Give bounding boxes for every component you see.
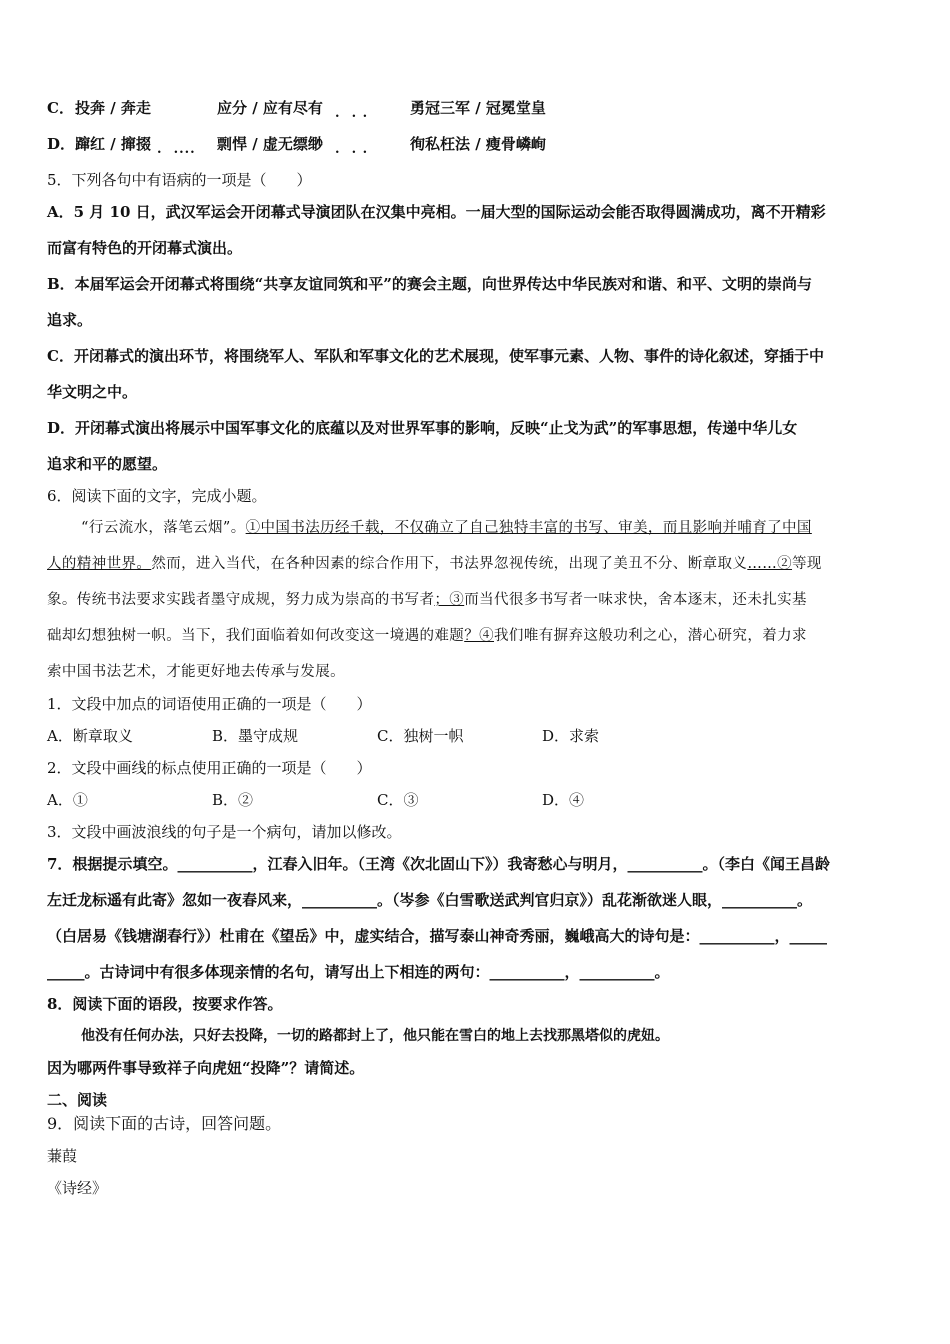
q6-sub1-options [47,724,907,748]
emphasis-dots: . . . [335,106,369,121]
emphasis-dots: . . . [335,142,369,157]
q4-d-label: D． [47,135,76,153]
q6-sub2-option-b: B．② [212,791,254,809]
q6-passage-line1 [47,516,907,540]
passage-text: 象。传统书法要求实践者墨守成规，努力成为崇高的书写者 [47,592,435,608]
q5-stem: 5．下列各句中有语病的一项是（ ） [47,171,312,189]
q4-d-c: 徇私枉法 / 瘦骨嶙峋 [410,135,546,153]
exam-page [47,96,907,1212]
q8-passage: 他没有任何办法，只好去投降，一切的路都封上了，他只能在雪白的地上去找那黑塔似的虎妞。 [81,1028,669,1044]
q4-c-label: C． [47,99,74,117]
q4-d-b: 剽悍 / 虚无缥缈 [217,135,323,153]
underlined-sentence: 人的精神世界。 [47,556,152,572]
q5-option-d-line2: 追求和平的愿望。 [47,455,168,473]
q6-passage-line4 [47,624,907,648]
underlined-punctuation: ；③ [434,592,465,608]
q5-option-b-line1: B．本届军运会开闭幕式将围绕“共享友谊同筑和平”的赛会主题，向世界传达中华民族对和谐、和平、文明的崇尚与 [47,275,812,293]
q4-c-c: 勇冠三军 / 冠冕堂皇 [410,99,546,117]
passage-text: 我们唯有摒弃这般功利之心，潜心研究，着力求 [494,628,807,644]
q6-stem: 6．阅读下面的文字，完成小题。 [47,487,267,505]
q6-sub1-option-d: D．求索 [542,727,600,745]
underlined-punctuation: ？④ [464,628,495,644]
q4-option-c [47,96,907,120]
q6-sub2-option-d: D．④ [542,791,585,809]
q9-stem: 9．阅读下面的古诗，回答问题。 [47,1114,282,1133]
q4-d-a: 蹿红 / 撺掇 [75,135,151,153]
passage-text: 等现 [792,556,822,572]
q6-sub3-stem: 3．文段中画波浪线的句子是一个病句，请加以修改。 [47,823,402,841]
q8-question: 因为哪两件事导致祥子向虎妞“投降”？请简述。 [47,1059,365,1077]
passage-text: 础却幻想独树一帜。当下，我们面临着如何改变这一境遇的难题 [47,628,465,644]
q6-passage-line5: 索中国书法艺术，才能更好地去传承与发展。 [47,664,345,680]
q5-option-d-line1: D．开闭幕式演出将展示中国军事文化的底蕴以及对世界军事的影响，反映“止戈为武”的军事思想，传递中华儿女 [47,419,798,437]
q6-sub2-option-c: C．③ [377,791,419,809]
q6-sub2-options [47,788,907,812]
emphasis-dots: . .... [157,142,196,157]
q4-option-d [47,132,907,156]
q7-line2: 左迁龙标遥有此寄》忽如一夜春风来，__________。（岑参《白雪歌送武判官归京》）乱花渐欲迷人眼，__________。 [47,891,813,909]
q6-sub1-option-b: B．墨守成规 [212,727,299,745]
q6-passage-line2 [47,552,907,576]
q6-sub2-option-a: A．① [47,791,88,809]
section-heading: 二、阅读 [47,1091,108,1109]
q7-line3: （白居易《钱塘湖春行》）杜甫在《望岳》中，虚实结合，描写泰山神奇秀丽，巍峨高大的诗句是：__________，_____ [47,927,828,945]
q6-sub1-stem: 1．文段中加点的词语使用正确的一项是（ ） [47,695,372,713]
q4-c-a: 投奔 / 奔走 [75,99,151,117]
q6-passage-line3 [47,588,907,612]
passage-text: 而当代很多书写者一味求快，舍本逐末，还未扎实基 [464,592,807,608]
passage-quote: “行云流水，落笔云烟”。 [81,520,246,536]
poem-source: 《诗经》 [47,1179,108,1197]
q4-c-b: 应分 / 应有尽有 [217,99,323,117]
poem-title: 蒹葭 [47,1147,78,1165]
q5-option-a-line1: A．5 月 10 日，武汉军运会开闭幕式导演团队在汉集中亮相。一届大型的国际运动会能否取得圆满成功，离不开精彩 [47,203,826,221]
q6-sub2-stem: 2．文段中画线的标点使用正确的一项是（ ） [47,759,372,777]
q7-line4: _____。古诗词中有很多体现亲情的名句，请写出上下相连的两句：__________，__________。 [47,963,670,981]
q5-option-c-line1: C．开闭幕式的演出环节，将围绕军人、军队和军事文化的艺术展现，使军事元素、人物、事件的诗化叙述，穿插于中 [47,347,824,365]
q6-sub1-option-c: C．独树一帜 [377,727,464,745]
passage-text: 然而，进入当代，在各种因素的综合作用下，书法界忽视传统，出现了美丑不分、断章取义 [151,556,748,572]
q5-option-c-line2: 华文明之中。 [47,383,138,401]
underlined-punctuation: ……② [747,556,793,572]
q7-line1: 7．根据提示填空。__________，江春入旧年。（王湾《次北固山下》）我寄愁心与明月，__________。（李白《闻王昌龄 [47,855,830,873]
q8-stem: 8．阅读下面的语段，按要求作答。 [47,995,283,1013]
q6-sub1-option-a: A．断章取义 [47,727,133,745]
q5-option-a-line2: 而富有特色的开闭幕式演出。 [47,239,243,257]
q5-option-b-line2: 追求。 [47,311,93,329]
underlined-sentence: ①中国书法历经千载，不仅确立了自己独特丰富的书写、审美，而且影响并哺育了中国 [245,520,812,536]
